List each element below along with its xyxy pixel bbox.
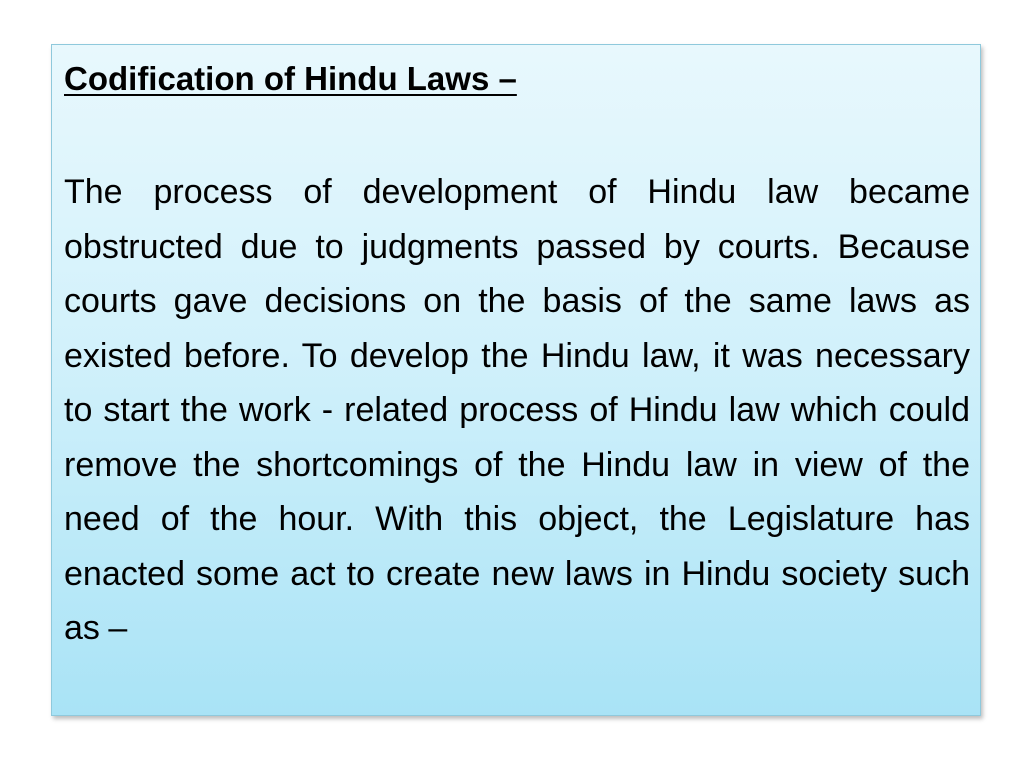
- content-box: [51, 44, 981, 716]
- slide-heading: Codification of Hindu Laws –: [64, 60, 517, 97]
- slide-body-text: The process of development of Hindu law became obstructed due to judgments passed by courts. Because courts gave decisions on the basis of the same laws as existed before. To develop the Hindu law, it was necessary to start the work - related process of Hindu law which could remove the shortcomings of the Hindu law in view of the need of the hour. With this object, the Legislature has enacted some act to create new laws in Hindu society such as –: [64, 173, 970, 647]
